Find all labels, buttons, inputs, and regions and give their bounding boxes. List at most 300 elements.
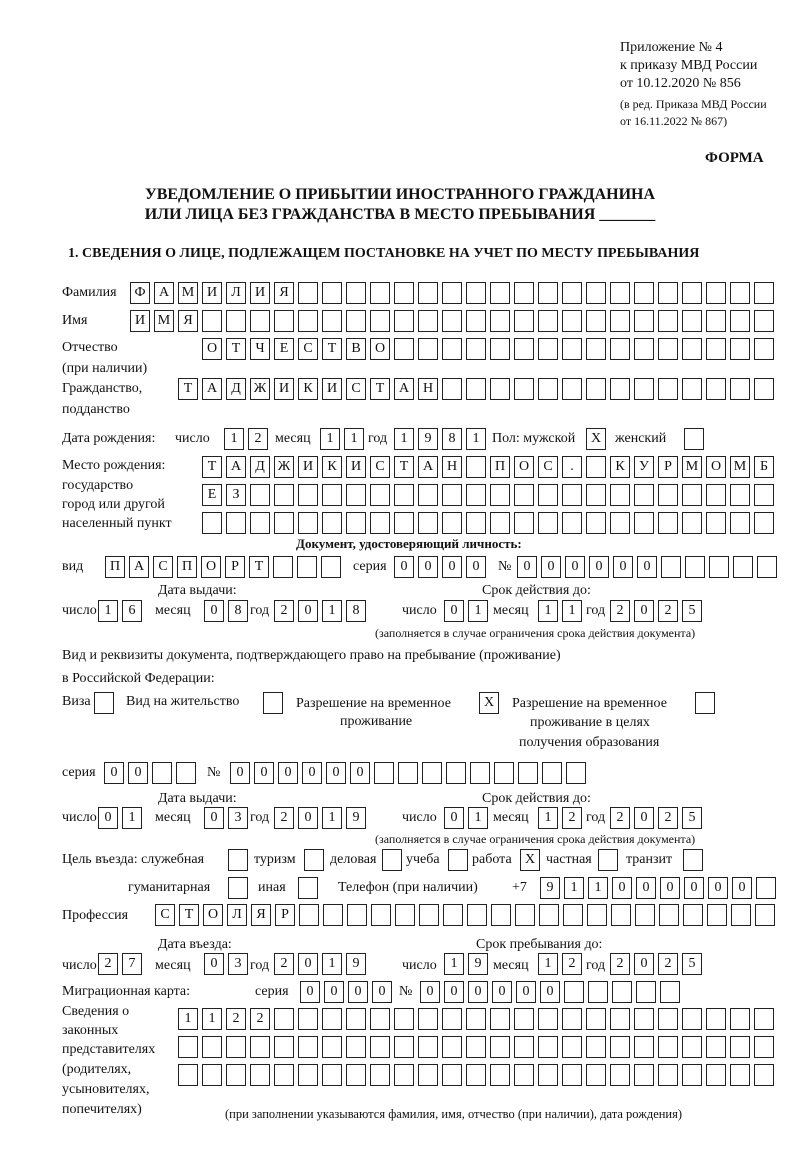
letter-cell[interactable] bbox=[370, 282, 390, 304]
checkbox-cell[interactable] bbox=[448, 849, 468, 871]
letter-cell[interactable] bbox=[322, 484, 342, 506]
letter-cell[interactable] bbox=[754, 512, 774, 534]
letter-cell[interactable] bbox=[418, 282, 438, 304]
migration-card-number-field[interactable] bbox=[420, 981, 680, 1003]
representatives-field[interactable] bbox=[178, 1008, 774, 1030]
letter-cell[interactable] bbox=[635, 904, 655, 926]
letter-cell[interactable] bbox=[394, 282, 414, 304]
sex-male-checkbox[interactable] bbox=[586, 428, 606, 450]
letter-cell[interactable] bbox=[274, 484, 294, 506]
id-number-field[interactable] bbox=[517, 556, 777, 578]
letter-cell[interactable]: Ж bbox=[274, 456, 294, 478]
letter-cell[interactable]: Р bbox=[275, 904, 295, 926]
letter-cell[interactable]: 0 bbox=[128, 762, 148, 784]
letter-cell[interactable] bbox=[586, 512, 606, 534]
letter-cell[interactable] bbox=[322, 1036, 342, 1058]
letter-cell[interactable] bbox=[636, 981, 656, 1003]
letter-cell[interactable] bbox=[542, 762, 562, 784]
letter-cell[interactable]: 0 bbox=[444, 807, 464, 829]
right-issue-month-field[interactable] bbox=[204, 807, 248, 829]
letter-cell[interactable] bbox=[634, 310, 654, 332]
letter-cell[interactable] bbox=[661, 556, 681, 578]
letter-cell[interactable]: А bbox=[154, 282, 174, 304]
letter-cell[interactable]: С bbox=[155, 904, 175, 926]
letter-cell[interactable] bbox=[298, 282, 318, 304]
letter-cell[interactable]: 0 bbox=[204, 953, 224, 975]
letter-cell[interactable] bbox=[394, 338, 414, 360]
letter-cell[interactable]: 1 bbox=[224, 428, 244, 450]
letter-cell[interactable]: М bbox=[178, 282, 198, 304]
letter-cell[interactable] bbox=[490, 1008, 510, 1030]
letter-cell[interactable] bbox=[178, 1064, 198, 1086]
letter-cell[interactable] bbox=[586, 1036, 606, 1058]
id-issue-year-field[interactable] bbox=[274, 600, 366, 622]
letter-cell[interactable]: 0 bbox=[302, 762, 322, 784]
letter-cell[interactable]: Д bbox=[250, 456, 270, 478]
letter-cell[interactable]: А bbox=[202, 378, 222, 400]
letter-cell[interactable] bbox=[274, 1036, 294, 1058]
letter-cell[interactable] bbox=[612, 981, 632, 1003]
letter-cell[interactable] bbox=[682, 1008, 702, 1030]
letter-cell[interactable] bbox=[490, 1036, 510, 1058]
letter-cell[interactable] bbox=[563, 904, 583, 926]
letter-cell[interactable] bbox=[466, 378, 486, 400]
letter-cell[interactable] bbox=[586, 378, 606, 400]
letter-cell[interactable]: 1 bbox=[562, 600, 582, 622]
letter-cell[interactable] bbox=[538, 1064, 558, 1086]
letter-cell[interactable] bbox=[226, 1036, 246, 1058]
letter-cell[interactable]: 9 bbox=[346, 807, 366, 829]
letter-cell[interactable] bbox=[538, 338, 558, 360]
letter-cell[interactable] bbox=[586, 338, 606, 360]
right-valid-year-field[interactable] bbox=[610, 807, 702, 829]
letter-cell[interactable] bbox=[370, 1036, 390, 1058]
letter-cell[interactable]: Т bbox=[394, 456, 414, 478]
letter-cell[interactable] bbox=[538, 282, 558, 304]
letter-cell[interactable]: Д bbox=[226, 378, 246, 400]
letter-cell[interactable] bbox=[297, 556, 317, 578]
letter-cell[interactable]: З bbox=[226, 484, 246, 506]
letter-cell[interactable]: М bbox=[682, 456, 702, 478]
letter-cell[interactable] bbox=[634, 512, 654, 534]
letter-cell[interactable] bbox=[754, 1008, 774, 1030]
letter-cell[interactable]: С bbox=[153, 556, 173, 578]
letter-cell[interactable]: 0 bbox=[492, 981, 512, 1003]
letter-cell[interactable]: 2 bbox=[610, 600, 630, 622]
right-issue-day-field[interactable] bbox=[98, 807, 142, 829]
letter-cell[interactable] bbox=[442, 512, 462, 534]
letter-cell[interactable] bbox=[586, 1064, 606, 1086]
letter-cell[interactable] bbox=[346, 282, 366, 304]
letter-cell[interactable] bbox=[610, 1064, 630, 1086]
letter-cell[interactable] bbox=[706, 282, 726, 304]
letter-cell[interactable] bbox=[634, 484, 654, 506]
right-valid-day-field[interactable] bbox=[444, 807, 488, 829]
letter-cell[interactable]: 0 bbox=[468, 981, 488, 1003]
letter-cell[interactable] bbox=[562, 310, 582, 332]
letter-cell[interactable] bbox=[370, 484, 390, 506]
purpose-private-checkbox[interactable] bbox=[598, 849, 618, 871]
letter-cell[interactable]: 0 bbox=[104, 762, 124, 784]
letter-cell[interactable] bbox=[586, 282, 606, 304]
letter-cell[interactable]: Т bbox=[249, 556, 269, 578]
letter-cell[interactable] bbox=[706, 338, 726, 360]
letter-cell[interactable] bbox=[707, 904, 727, 926]
id-valid-day-field[interactable] bbox=[444, 600, 488, 622]
letter-cell[interactable] bbox=[494, 762, 514, 784]
id-issue-month-field[interactable] bbox=[204, 600, 248, 622]
letter-cell[interactable] bbox=[562, 512, 582, 534]
letter-cell[interactable]: 0 bbox=[637, 556, 657, 578]
entry-year-field[interactable] bbox=[274, 953, 366, 975]
letter-cell[interactable]: 9 bbox=[540, 877, 560, 899]
letter-cell[interactable] bbox=[659, 904, 679, 926]
letter-cell[interactable]: 1 bbox=[538, 600, 558, 622]
letter-cell[interactable]: 0 bbox=[204, 600, 224, 622]
letter-cell[interactable] bbox=[323, 904, 343, 926]
letter-cell[interactable]: 2 bbox=[98, 953, 118, 975]
letter-cell[interactable] bbox=[610, 310, 630, 332]
letter-cell[interactable] bbox=[418, 310, 438, 332]
letter-cell[interactable]: 2 bbox=[274, 807, 294, 829]
letter-cell[interactable] bbox=[660, 981, 680, 1003]
letter-cell[interactable]: 0 bbox=[708, 877, 728, 899]
letter-cell[interactable]: 2 bbox=[658, 807, 678, 829]
letter-cell[interactable] bbox=[514, 310, 534, 332]
letter-cell[interactable] bbox=[152, 762, 172, 784]
letter-cell[interactable] bbox=[466, 1036, 486, 1058]
letter-cell[interactable]: Н bbox=[442, 456, 462, 478]
letter-cell[interactable] bbox=[683, 904, 703, 926]
letter-cell[interactable]: 0 bbox=[540, 981, 560, 1003]
letter-cell[interactable] bbox=[706, 1008, 726, 1030]
letter-cell[interactable]: Т bbox=[226, 338, 246, 360]
letter-cell[interactable] bbox=[322, 512, 342, 534]
letter-cell[interactable]: 0 bbox=[230, 762, 250, 784]
letter-cell[interactable]: У bbox=[634, 456, 654, 478]
letter-cell[interactable]: А bbox=[129, 556, 149, 578]
letter-cell[interactable] bbox=[610, 338, 630, 360]
letter-cell[interactable]: Е bbox=[202, 484, 222, 506]
letter-cell[interactable]: 0 bbox=[732, 877, 752, 899]
checkbox-cell[interactable]: X bbox=[586, 428, 606, 450]
letter-cell[interactable]: Я bbox=[274, 282, 294, 304]
letter-cell[interactable] bbox=[658, 282, 678, 304]
letter-cell[interactable] bbox=[418, 1064, 438, 1086]
letter-cell[interactable] bbox=[562, 1036, 582, 1058]
citizenship-field[interactable] bbox=[178, 378, 774, 400]
letter-cell[interactable] bbox=[586, 484, 606, 506]
id-issue-day-field[interactable] bbox=[98, 600, 142, 622]
letter-cell[interactable] bbox=[250, 1064, 270, 1086]
letter-cell[interactable]: П bbox=[105, 556, 125, 578]
letter-cell[interactable]: 2 bbox=[274, 600, 294, 622]
letter-cell[interactable] bbox=[370, 310, 390, 332]
checkbox-cell[interactable] bbox=[298, 877, 318, 899]
right-valid-month-field[interactable] bbox=[538, 807, 582, 829]
letter-cell[interactable]: 8 bbox=[346, 600, 366, 622]
stay-year-field[interactable] bbox=[610, 953, 702, 975]
letter-cell[interactable]: Л bbox=[226, 282, 246, 304]
letter-cell[interactable] bbox=[538, 310, 558, 332]
letter-cell[interactable]: 0 bbox=[98, 807, 118, 829]
checkbox-cell[interactable] bbox=[684, 428, 704, 450]
letter-cell[interactable]: . bbox=[562, 456, 582, 478]
profession-field[interactable] bbox=[155, 904, 775, 926]
letter-cell[interactable] bbox=[298, 484, 318, 506]
letter-cell[interactable]: 0 bbox=[444, 981, 464, 1003]
letter-cell[interactable] bbox=[470, 762, 490, 784]
letter-cell[interactable] bbox=[442, 378, 462, 400]
right-issue-year-field[interactable] bbox=[274, 807, 366, 829]
checkbox-cell[interactable]: X bbox=[479, 692, 499, 714]
letter-cell[interactable]: 0 bbox=[420, 981, 440, 1003]
patronymic-field[interactable] bbox=[202, 338, 774, 360]
letter-cell[interactable] bbox=[202, 512, 222, 534]
letter-cell[interactable] bbox=[394, 1064, 414, 1086]
letter-cell[interactable]: Е bbox=[274, 338, 294, 360]
letter-cell[interactable]: Т bbox=[179, 904, 199, 926]
letter-cell[interactable]: 1 bbox=[98, 600, 118, 622]
letter-cell[interactable] bbox=[754, 282, 774, 304]
letter-cell[interactable] bbox=[610, 1036, 630, 1058]
letter-cell[interactable] bbox=[610, 1008, 630, 1030]
letter-cell[interactable]: 0 bbox=[636, 877, 656, 899]
letter-cell[interactable] bbox=[298, 1064, 318, 1086]
letter-cell[interactable]: О bbox=[202, 338, 222, 360]
letter-cell[interactable] bbox=[322, 310, 342, 332]
letter-cell[interactable] bbox=[682, 484, 702, 506]
letter-cell[interactable] bbox=[514, 512, 534, 534]
letter-cell[interactable] bbox=[273, 556, 293, 578]
letter-cell[interactable] bbox=[588, 981, 608, 1003]
letter-cell[interactable] bbox=[634, 1008, 654, 1030]
letter-cell[interactable]: 0 bbox=[589, 556, 609, 578]
birthplace-field[interactable] bbox=[202, 484, 774, 506]
letter-cell[interactable] bbox=[754, 1036, 774, 1058]
letter-cell[interactable] bbox=[490, 282, 510, 304]
letter-cell[interactable] bbox=[610, 484, 630, 506]
letter-cell[interactable]: 1 bbox=[466, 428, 486, 450]
letter-cell[interactable] bbox=[514, 1036, 534, 1058]
letter-cell[interactable] bbox=[587, 904, 607, 926]
letter-cell[interactable] bbox=[706, 310, 726, 332]
letter-cell[interactable] bbox=[610, 512, 630, 534]
checkbox-cell[interactable] bbox=[695, 692, 715, 714]
letter-cell[interactable] bbox=[682, 1064, 702, 1086]
letter-cell[interactable] bbox=[322, 1008, 342, 1030]
letter-cell[interactable]: 0 bbox=[394, 556, 414, 578]
letter-cell[interactable] bbox=[202, 1036, 222, 1058]
sex-female-checkbox[interactable] bbox=[684, 428, 704, 450]
letter-cell[interactable] bbox=[395, 904, 415, 926]
letter-cell[interactable] bbox=[490, 378, 510, 400]
letter-cell[interactable]: 0 bbox=[372, 981, 392, 1003]
phone-field[interactable] bbox=[540, 877, 776, 899]
letter-cell[interactable]: 0 bbox=[634, 807, 654, 829]
letter-cell[interactable]: 0 bbox=[541, 556, 561, 578]
letter-cell[interactable] bbox=[709, 556, 729, 578]
letter-cell[interactable] bbox=[538, 378, 558, 400]
letter-cell[interactable]: 1 bbox=[322, 953, 342, 975]
stay-month-field[interactable] bbox=[538, 953, 582, 975]
letter-cell[interactable]: О bbox=[203, 904, 223, 926]
letter-cell[interactable] bbox=[322, 1064, 342, 1086]
purpose-other-checkbox[interactable] bbox=[298, 877, 318, 899]
letter-cell[interactable]: В bbox=[346, 338, 366, 360]
letter-cell[interactable] bbox=[466, 282, 486, 304]
letter-cell[interactable] bbox=[754, 338, 774, 360]
letter-cell[interactable]: 8 bbox=[228, 600, 248, 622]
letter-cell[interactable] bbox=[298, 512, 318, 534]
letter-cell[interactable] bbox=[321, 556, 341, 578]
letter-cell[interactable] bbox=[370, 512, 390, 534]
letter-cell[interactable]: Ф bbox=[130, 282, 150, 304]
letter-cell[interactable] bbox=[274, 1008, 294, 1030]
letter-cell[interactable]: 3 bbox=[228, 807, 248, 829]
letter-cell[interactable]: С bbox=[538, 456, 558, 478]
letter-cell[interactable] bbox=[514, 1064, 534, 1086]
letter-cell[interactable]: 1 bbox=[468, 600, 488, 622]
letter-cell[interactable]: И bbox=[274, 378, 294, 400]
letter-cell[interactable]: 0 bbox=[634, 600, 654, 622]
letter-cell[interactable] bbox=[178, 1036, 198, 1058]
letter-cell[interactable] bbox=[250, 512, 270, 534]
letter-cell[interactable]: 1 bbox=[444, 953, 464, 975]
letter-cell[interactable] bbox=[298, 310, 318, 332]
letter-cell[interactable] bbox=[730, 1036, 750, 1058]
letter-cell[interactable] bbox=[586, 456, 606, 478]
right-series-field[interactable] bbox=[104, 762, 196, 784]
letter-cell[interactable]: И bbox=[298, 456, 318, 478]
letter-cell[interactable] bbox=[730, 512, 750, 534]
letter-cell[interactable] bbox=[658, 338, 678, 360]
letter-cell[interactable] bbox=[754, 1064, 774, 1086]
letter-cell[interactable]: 0 bbox=[254, 762, 274, 784]
letter-cell[interactable] bbox=[346, 1036, 366, 1058]
id-valid-month-field[interactable] bbox=[538, 600, 582, 622]
checkbox-cell[interactable] bbox=[382, 849, 402, 871]
letter-cell[interactable]: А bbox=[394, 378, 414, 400]
letter-cell[interactable]: 1 bbox=[322, 600, 342, 622]
letter-cell[interactable] bbox=[685, 556, 705, 578]
letter-cell[interactable]: 0 bbox=[204, 807, 224, 829]
letter-cell[interactable] bbox=[514, 378, 534, 400]
letter-cell[interactable]: 2 bbox=[226, 1008, 246, 1030]
letter-cell[interactable] bbox=[611, 904, 631, 926]
letter-cell[interactable]: Т bbox=[370, 378, 390, 400]
checkbox-cell[interactable] bbox=[228, 849, 248, 871]
letter-cell[interactable] bbox=[658, 1008, 678, 1030]
letter-cell[interactable] bbox=[202, 1064, 222, 1086]
letter-cell[interactable]: 2 bbox=[248, 428, 268, 450]
letter-cell[interactable] bbox=[682, 378, 702, 400]
letter-cell[interactable] bbox=[466, 338, 486, 360]
letter-cell[interactable] bbox=[634, 338, 654, 360]
representatives-field[interactable] bbox=[178, 1064, 774, 1086]
letter-cell[interactable]: О bbox=[706, 456, 726, 478]
letter-cell[interactable]: 2 bbox=[658, 953, 678, 975]
letter-cell[interactable]: М bbox=[154, 310, 174, 332]
letter-cell[interactable] bbox=[490, 484, 510, 506]
letter-cell[interactable] bbox=[370, 1008, 390, 1030]
letter-cell[interactable] bbox=[394, 1008, 414, 1030]
letter-cell[interactable] bbox=[562, 484, 582, 506]
stay-day-field[interactable] bbox=[444, 953, 488, 975]
purpose-tourism-checkbox[interactable] bbox=[304, 849, 324, 871]
letter-cell[interactable] bbox=[226, 512, 246, 534]
migration-card-series-field[interactable] bbox=[300, 981, 392, 1003]
id-kind-field[interactable] bbox=[105, 556, 341, 578]
letter-cell[interactable] bbox=[730, 282, 750, 304]
letter-cell[interactable]: Р bbox=[225, 556, 245, 578]
letter-cell[interactable] bbox=[394, 310, 414, 332]
letter-cell[interactable] bbox=[418, 1008, 438, 1030]
letter-cell[interactable] bbox=[634, 378, 654, 400]
temporary-residence-education-checkbox[interactable] bbox=[695, 692, 715, 714]
letter-cell[interactable]: Н bbox=[418, 378, 438, 400]
letter-cell[interactable] bbox=[299, 904, 319, 926]
letter-cell[interactable] bbox=[274, 310, 294, 332]
letter-cell[interactable] bbox=[422, 762, 442, 784]
letter-cell[interactable] bbox=[562, 282, 582, 304]
letter-cell[interactable]: 0 bbox=[634, 953, 654, 975]
birthplace-field[interactable] bbox=[202, 456, 774, 478]
letter-cell[interactable] bbox=[539, 904, 559, 926]
letter-cell[interactable]: 0 bbox=[298, 600, 318, 622]
temporary-residence-checkbox[interactable] bbox=[479, 692, 499, 714]
letter-cell[interactable]: 0 bbox=[613, 556, 633, 578]
letter-cell[interactable] bbox=[518, 762, 538, 784]
letter-cell[interactable]: 2 bbox=[562, 807, 582, 829]
letter-cell[interactable]: 2 bbox=[610, 953, 630, 975]
letter-cell[interactable] bbox=[706, 512, 726, 534]
letter-cell[interactable]: 0 bbox=[348, 981, 368, 1003]
letter-cell[interactable] bbox=[370, 1064, 390, 1086]
letter-cell[interactable]: М bbox=[730, 456, 750, 478]
letter-cell[interactable]: А bbox=[418, 456, 438, 478]
letter-cell[interactable] bbox=[202, 310, 222, 332]
letter-cell[interactable]: 0 bbox=[300, 981, 320, 1003]
letter-cell[interactable]: 1 bbox=[538, 953, 558, 975]
letter-cell[interactable] bbox=[658, 484, 678, 506]
letter-cell[interactable] bbox=[346, 1064, 366, 1086]
letter-cell[interactable] bbox=[176, 762, 196, 784]
letter-cell[interactable]: О bbox=[514, 456, 534, 478]
letter-cell[interactable]: 9 bbox=[468, 953, 488, 975]
letter-cell[interactable]: 0 bbox=[565, 556, 585, 578]
letter-cell[interactable]: Т bbox=[202, 456, 222, 478]
birth-year-field[interactable] bbox=[394, 428, 486, 450]
letter-cell[interactable] bbox=[491, 904, 511, 926]
letter-cell[interactable] bbox=[515, 904, 535, 926]
letter-cell[interactable] bbox=[250, 310, 270, 332]
letter-cell[interactable]: О bbox=[201, 556, 221, 578]
letter-cell[interactable]: К bbox=[298, 378, 318, 400]
letter-cell[interactable]: 1 bbox=[394, 428, 414, 450]
letter-cell[interactable]: 2 bbox=[562, 953, 582, 975]
purpose-humanitarian-checkbox[interactable] bbox=[228, 877, 248, 899]
checkbox-cell[interactable] bbox=[94, 692, 114, 714]
letter-cell[interactable]: 1 bbox=[588, 877, 608, 899]
letter-cell[interactable] bbox=[658, 378, 678, 400]
birth-day-field[interactable] bbox=[224, 428, 268, 450]
letter-cell[interactable]: И bbox=[346, 456, 366, 478]
letter-cell[interactable] bbox=[347, 904, 367, 926]
letter-cell[interactable]: 0 bbox=[612, 877, 632, 899]
letter-cell[interactable] bbox=[467, 904, 487, 926]
letter-cell[interactable]: И bbox=[250, 282, 270, 304]
